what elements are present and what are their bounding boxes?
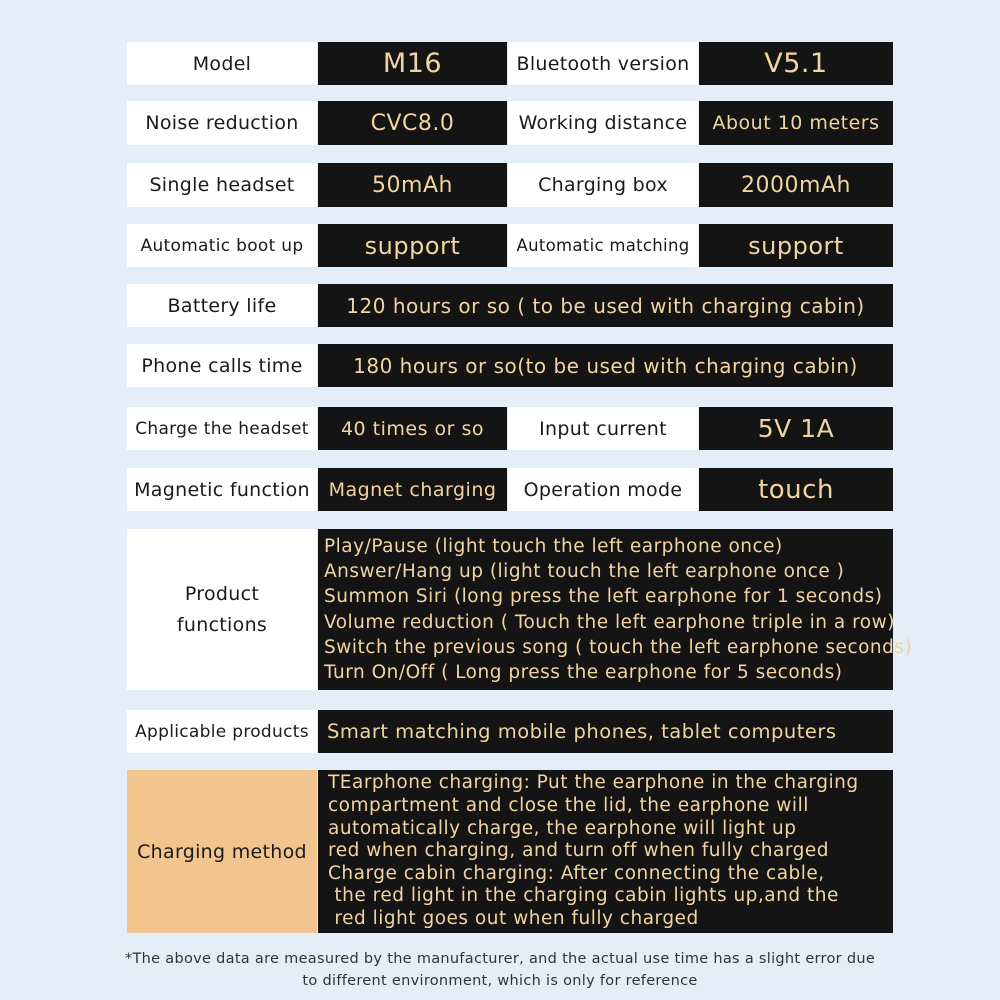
- working-distance-value: About 10 meters: [699, 101, 893, 145]
- single-headset-value: 50mAh: [318, 163, 507, 207]
- charging-method-line: automatically charge, the earphone will light up: [328, 817, 797, 839]
- phone-calls-label: Phone calls time: [127, 344, 317, 387]
- footnote-line: to different environment, which is only for reference: [302, 973, 698, 989]
- function-item: Summon Siri (long press the left earphone for 1 seconds): [324, 586, 883, 608]
- bluetooth-version-value: V5.1: [699, 42, 893, 85]
- single-headset-label: Single headset: [127, 163, 317, 207]
- charge-headset-label: Charge the headset: [127, 407, 317, 450]
- charge-headset-value: 40 times or so: [318, 407, 507, 450]
- working-distance-label: Working distance: [508, 101, 698, 145]
- product-functions-list: [318, 529, 913, 690]
- product-functions-label: [127, 529, 317, 690]
- function-item: Volume reduction ( Touch the left earphone triple in a row): [324, 611, 895, 633]
- charging-method-text: [318, 770, 893, 933]
- noise-reduction-value: CVC8.0: [318, 101, 507, 145]
- magnetic-function-label: Magnetic function: [127, 468, 317, 511]
- input-current-label: Input current: [508, 407, 698, 450]
- input-current-value: 5V 1A: [699, 407, 893, 450]
- function-item: Answer/Hang up (light touch the left earphone once ): [324, 560, 845, 582]
- operation-mode-value: touch: [699, 468, 893, 511]
- phone-calls-value: 180 hours or so(to be used with charging cabin): [318, 344, 893, 387]
- charging-box-value: 2000mAh: [699, 163, 893, 207]
- function-item: Play/Pause (light touch the left earphone once): [324, 535, 783, 557]
- function-item: Turn On/Off ( Long press the earphone for 5 seconds): [324, 662, 843, 684]
- charging-method-line: Charge cabin charging: After connecting the cable,: [328, 862, 825, 884]
- footnote-line: *The above data are measured by the manufacturer, and the actual use time has a slight error due: [124, 951, 876, 967]
- noise-reduction-label: Noise reduction: [127, 101, 317, 145]
- model-value: M16: [318, 42, 507, 85]
- applicable-products-label: Applicable products: [127, 710, 317, 753]
- bluetooth-version-label: Bluetooth version: [508, 42, 698, 85]
- product-functions-label-line: functions: [176, 613, 268, 636]
- footnote: [0, 948, 1000, 992]
- automatic-boot-value: support: [318, 224, 507, 267]
- charging-method-line: TEarphone charging: Put the earphone in the charging: [328, 772, 859, 794]
- automatic-matching-value: support: [699, 224, 893, 267]
- charging-method-line: compartment and close the lid, the earphone will: [328, 795, 809, 817]
- charging-box-label: Charging box: [508, 163, 698, 207]
- model-label: Model: [127, 42, 317, 85]
- automatic-boot-label: Automatic boot up: [127, 224, 317, 267]
- operation-mode-label: Operation mode: [508, 468, 698, 511]
- product-functions-label-line: Product: [184, 582, 260, 605]
- charging-method-line: the red light in the charging cabin lights up,and the: [328, 885, 839, 907]
- battery-life-value: 120 hours or so ( to be used with charging cabin): [318, 284, 893, 327]
- charging-method-line: red when charging, and turn off when fully charged: [328, 840, 830, 862]
- automatic-matching-label: Automatic matching: [508, 224, 698, 267]
- function-item: Switch the previous song ( touch the left earphone seconds): [324, 636, 913, 658]
- magnetic-function-value: Magnet charging: [318, 468, 507, 511]
- charging-method-label: Charging method: [127, 770, 317, 933]
- battery-life-label: Battery life: [127, 284, 317, 327]
- applicable-products-value: Smart matching mobile phones, tablet computers: [318, 710, 893, 753]
- charging-method-line: red light goes out when fully charged: [328, 907, 699, 929]
